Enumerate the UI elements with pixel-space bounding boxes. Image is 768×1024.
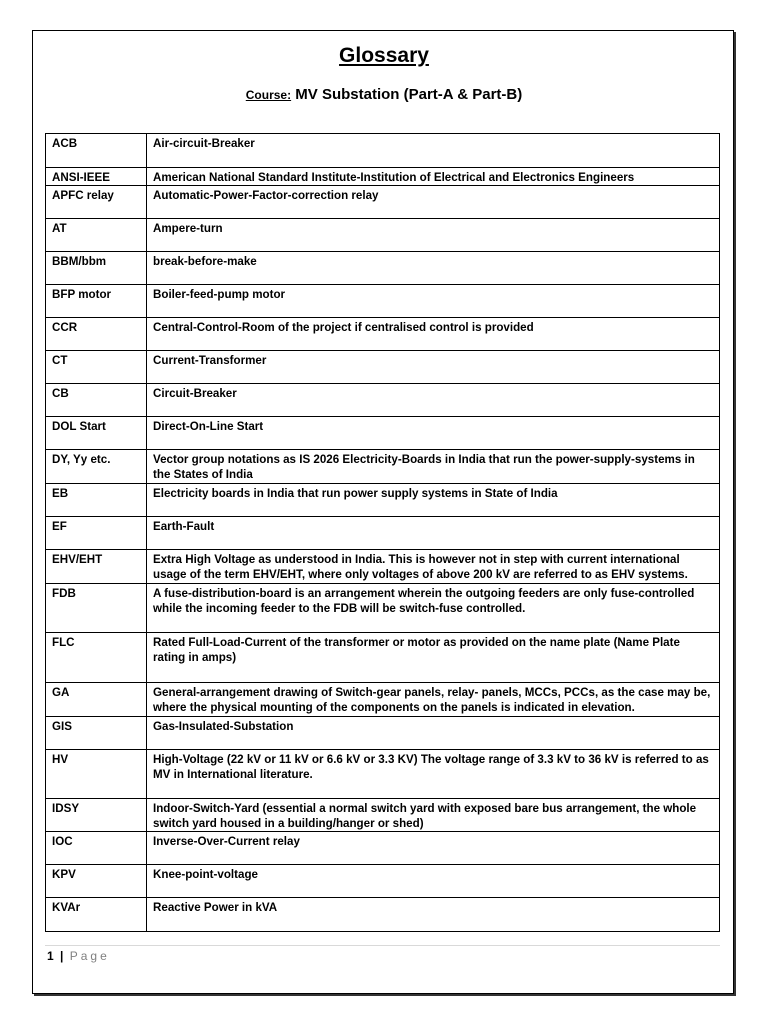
course-label: Course: (245, 88, 292, 102)
glossary-definition: Rated Full-Load-Current of the transformer or motor as provided on the name plate (Name Plate rating in amps) (147, 633, 720, 683)
glossary-row (46, 417, 720, 450)
glossary-term: AT (46, 219, 147, 252)
document-title: Glossary (339, 44, 429, 67)
glossary-term: DY, Yy etc. (46, 450, 147, 484)
glossary-definition: Central-Control-Room of the project if centralised control is provided (147, 318, 720, 351)
glossary-row (46, 865, 720, 898)
glossary-row (46, 799, 720, 832)
glossary-term: BFP motor (46, 285, 147, 318)
glossary-term: FLC (46, 633, 147, 683)
glossary-row (46, 750, 720, 799)
glossary-term: ACB (46, 134, 147, 168)
glossary-term: GIS (46, 717, 147, 750)
course-heading (0, 86, 768, 103)
glossary-term: FDB (46, 584, 147, 633)
glossary-row (46, 219, 720, 252)
page-footer (47, 949, 110, 963)
glossary-definition: Ampere-turn (147, 219, 720, 252)
page-number: 1 (47, 949, 54, 963)
glossary-definition: Reactive Power in kVA (147, 898, 720, 932)
glossary-term: CCR (46, 318, 147, 351)
glossary-row (46, 168, 720, 186)
glossary-row (46, 832, 720, 865)
glossary-definition: Indoor-Switch-Yard (essential a normal switch yard with exposed bare bus arrangement, the whole switch yard housed in a building/hanger or shed) (147, 799, 720, 832)
glossary-row (46, 683, 720, 717)
glossary-row (46, 633, 720, 683)
glossary-row (46, 717, 720, 750)
glossary-body (46, 134, 720, 932)
glossary-term: CB (46, 384, 147, 417)
course-name: MV Substation (Part-A & Part-B) (295, 86, 523, 103)
glossary-definition: A fuse-distribution-board is an arrangement wherein the outgoing feeders are only fuse-controlled while the incoming feeder to the FDB will be switch-fuse controlled. (147, 584, 720, 633)
glossary-definition: Current-Transformer (147, 351, 720, 384)
glossary-term: ANSI-IEEE (46, 168, 147, 186)
glossary-definition: Boiler-feed-pump motor (147, 285, 720, 318)
glossary-definition: Earth-Fault (147, 517, 720, 550)
glossary-definition: Vector group notations as IS 2026 Electricity-Boards in India that run the power-supply-systems in the States of India (147, 450, 720, 484)
glossary-definition: Extra High Voltage as understood in India. This is however not in step with current international usage of the term EHV/EHT, where only voltages of above 200 kV are referred to as EHV systems. (147, 550, 720, 584)
glossary-definition: Knee-point-voltage (147, 865, 720, 898)
glossary-row (46, 351, 720, 384)
glossary-row (46, 484, 720, 517)
glossary-row (46, 450, 720, 484)
glossary-term: APFC relay (46, 186, 147, 219)
glossary-definition: High-Voltage (22 kV or 11 kV or 6.6 kV or 3.3 KV) The voltage range of 3.3 kV to 36 kV is referred to as MV in International literature. (147, 750, 720, 799)
glossary-term: BBM/bbm (46, 252, 147, 285)
glossary-definition: Circuit-Breaker (147, 384, 720, 417)
glossary-term: EHV/EHT (46, 550, 147, 584)
glossary-row (46, 517, 720, 550)
glossary-row (46, 318, 720, 351)
glossary-term: EB (46, 484, 147, 517)
footer-separator: | (60, 949, 64, 963)
glossary-definition: break-before-make (147, 252, 720, 285)
glossary-term: EF (46, 517, 147, 550)
glossary-term: KPV (46, 865, 147, 898)
footer-divider (45, 945, 720, 946)
glossary-row (46, 252, 720, 285)
glossary-row (46, 550, 720, 584)
glossary-row (46, 898, 720, 932)
glossary-term: HV (46, 750, 147, 799)
glossary-term: GA (46, 683, 147, 717)
glossary-row (46, 134, 720, 168)
glossary-definition: Electricity boards in India that run power supply systems in State of India (147, 484, 720, 517)
glossary-row (46, 186, 720, 219)
glossary-definition: Inverse-Over-Current relay (147, 832, 720, 865)
glossary-definition: General-arrangement drawing of Switch-gear panels, relay- panels, MCCs, PCCs, as the case may be, where the physical mounting of the components on the panels is indicated in elevation. (147, 683, 720, 717)
glossary-term: IOC (46, 832, 147, 865)
glossary-row (46, 384, 720, 417)
glossary-term: KVAr (46, 898, 147, 932)
glossary-row (46, 285, 720, 318)
glossary-term: DOL Start (46, 417, 147, 450)
glossary-definition: American National Standard Institute-Institution of Electrical and Electronics Engineers (147, 168, 720, 186)
glossary-definition: Automatic-Power-Factor-correction relay (147, 186, 720, 219)
glossary-definition: Gas-Insulated-Substation (147, 717, 720, 750)
glossary-term: IDSY (46, 799, 147, 832)
glossary-definition: Air-circuit-Breaker (147, 134, 720, 168)
glossary-row (46, 584, 720, 633)
page-label: Page (69, 949, 110, 963)
glossary-table (45, 133, 720, 932)
glossary-definition: Direct-On-Line Start (147, 417, 720, 450)
glossary-term: CT (46, 351, 147, 384)
